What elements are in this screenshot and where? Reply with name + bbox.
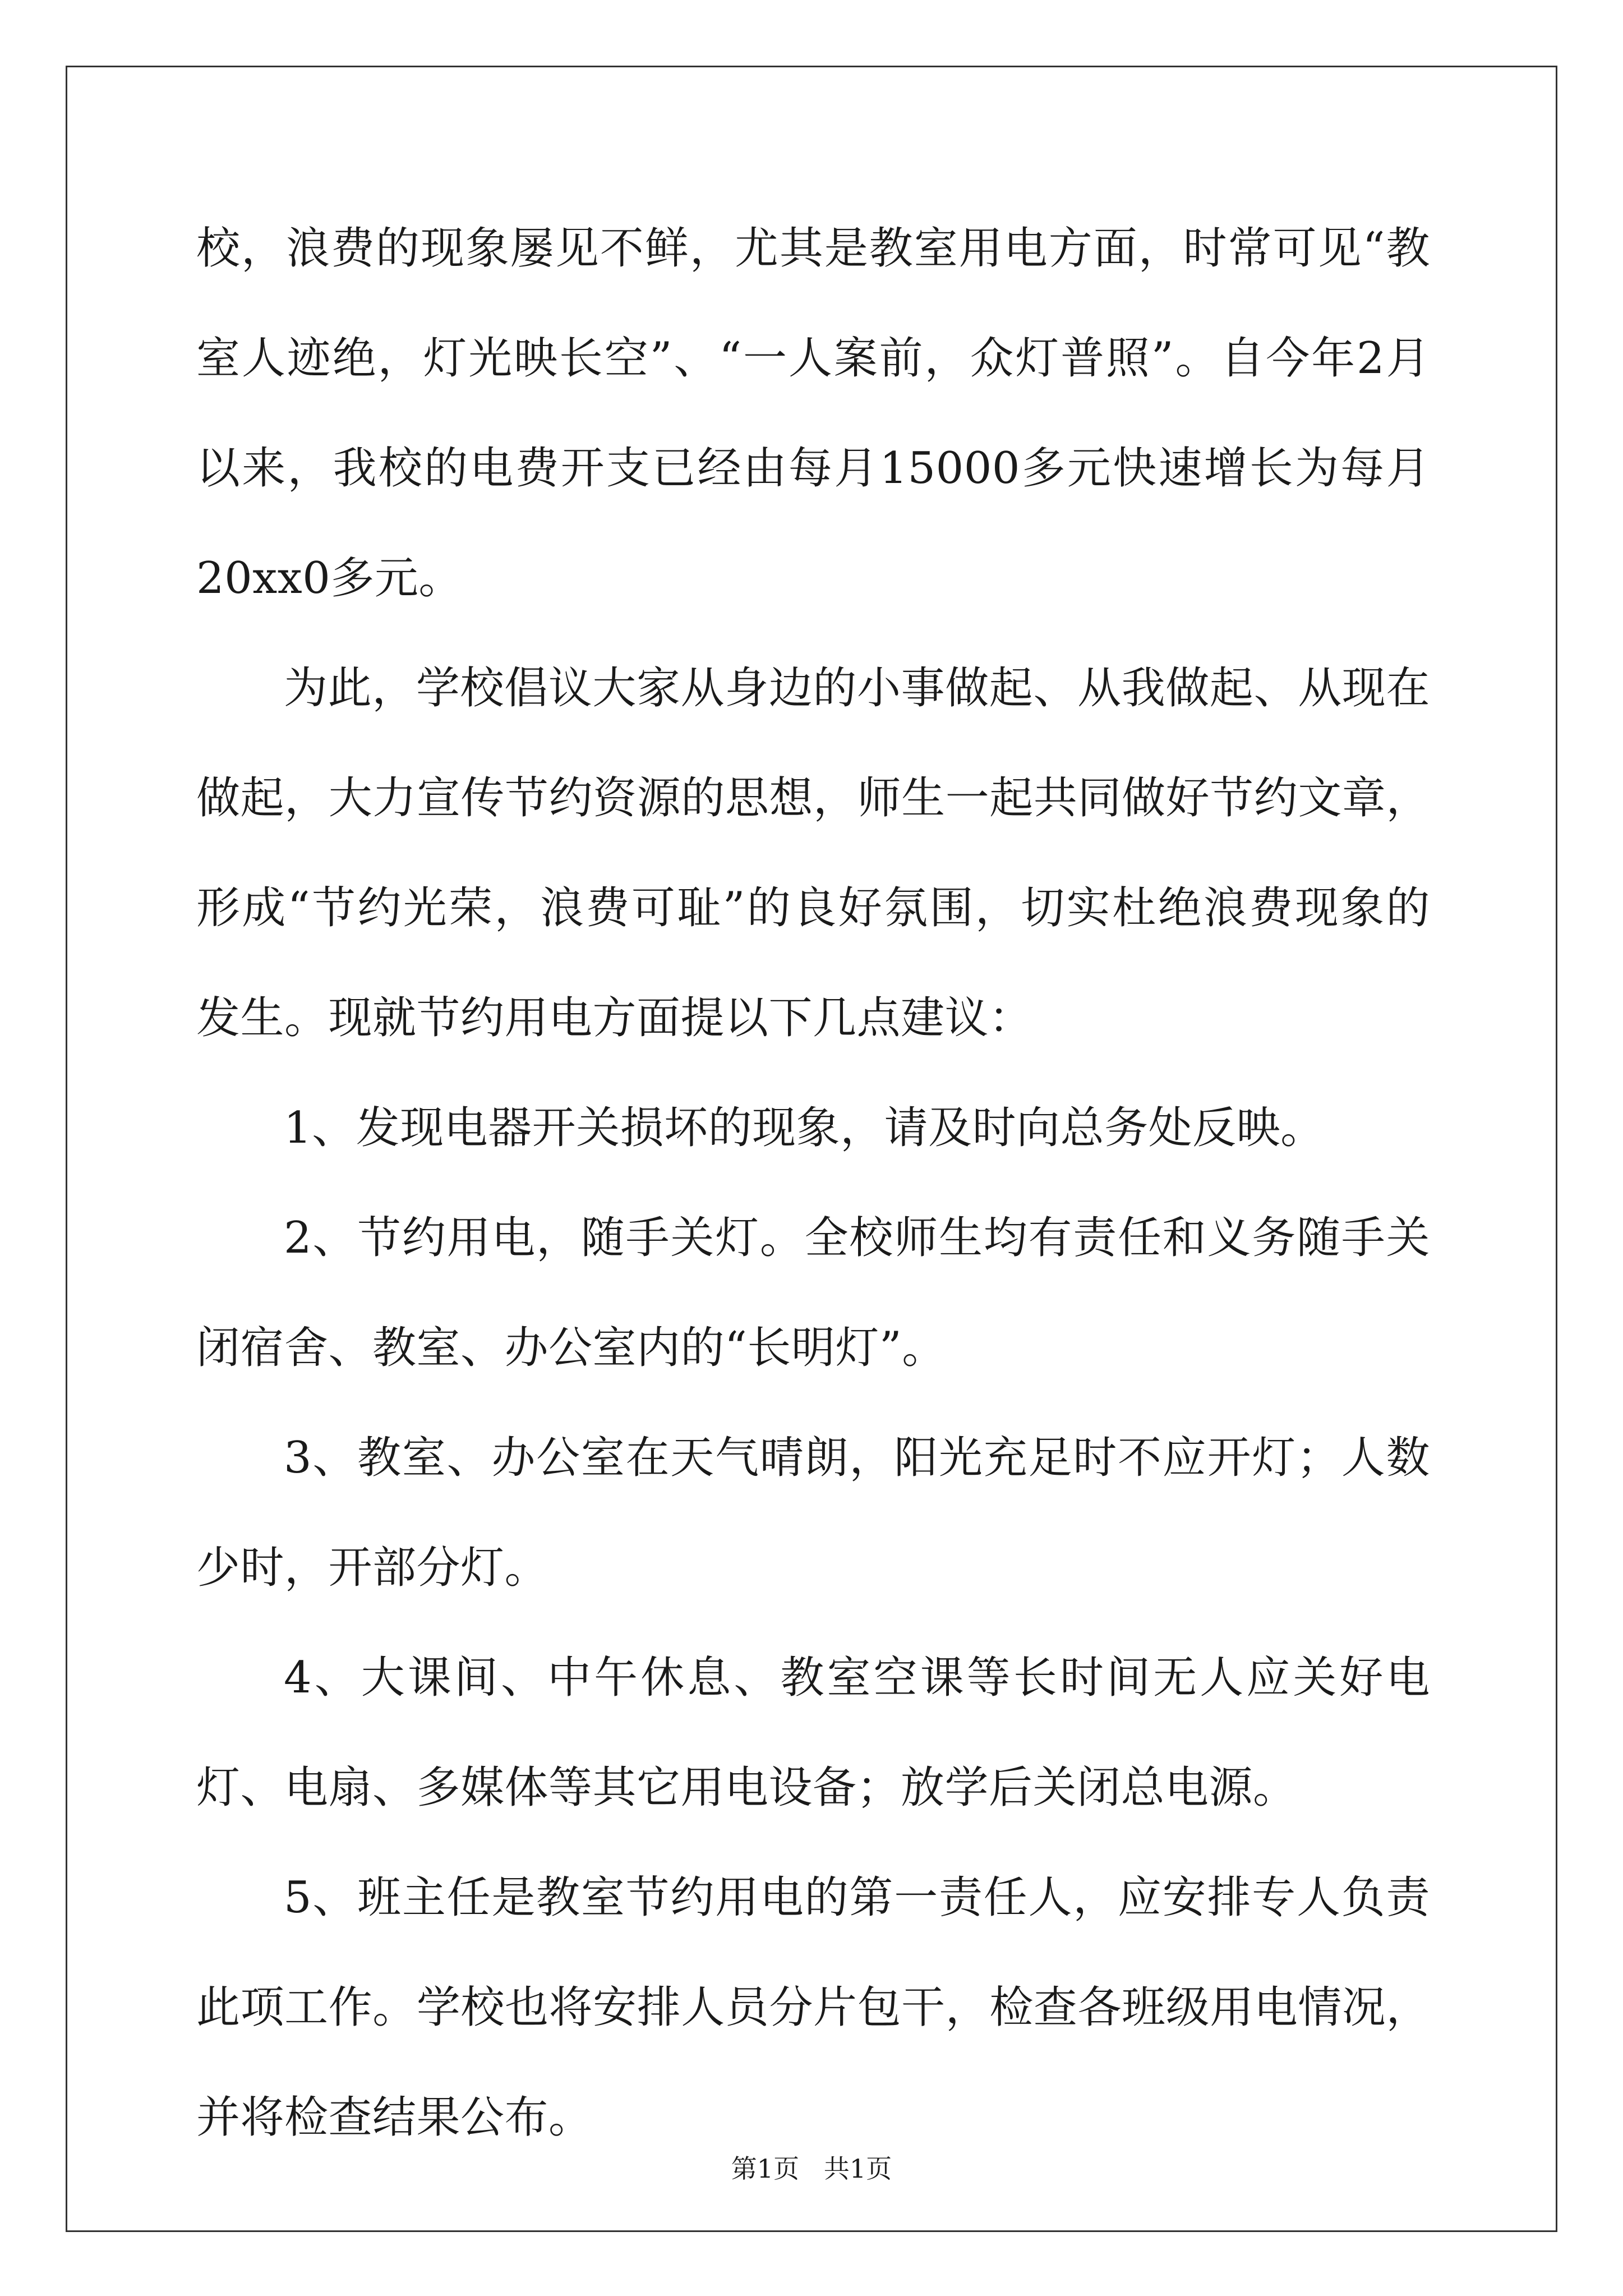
document-body bbox=[196, 194, 1430, 2173]
suggestion-item-3: 3、教室、办公室在天气晴朗，阳光充足时不应开灯；人数少时，开部分灯。 bbox=[196, 1433, 1430, 1593]
suggestion-item-5: 5、班主任是教室节约用电的第一责任人，应安排专人负责此项工作。学校也将安排人员分片包干，检查各班级用电情况，并将检查结果公布。 bbox=[196, 1872, 1430, 2143]
suggestion-item-1: 1、发现电器开关损坏的现象，请及时向总务处反映。 bbox=[284, 1103, 1325, 1153]
paragraph-continuation: 校，浪费的现象屡见不鲜，尤其是教室用电方面，时常可见“教室人迹绝，灯光映长空”、“一人案前，众灯普照”。自今年2月以来，我校的电费开支已经由每月15000多元快速增长为每月20xx0多元。 bbox=[196, 223, 1430, 604]
page-number-footer: 第1页 共1页 bbox=[731, 2154, 892, 2184]
suggestion-item-2: 2、节约用电，随手关灯。全校师生均有责任和义务随手关闭宿舍、教室、办公室内的“长明灯”。 bbox=[196, 1213, 1430, 1373]
paragraph-proposal: 为此，学校倡议大家从身边的小事做起、从我做起、从现在做起，大力宣传节约资源的思想，师生一起共同做好节约文章，形成“节约光荣，浪费可耻”的良好氛围，切实杜绝浪费现象的发生。现就节约用电方面提以下几点建议： bbox=[196, 663, 1430, 1043]
suggestion-item-4: 4、大课间、中午休息、教室空课等长时间无人应关好电灯、电扇、多媒体等其它用电设备；放学后关闭总电源。 bbox=[196, 1653, 1430, 1813]
